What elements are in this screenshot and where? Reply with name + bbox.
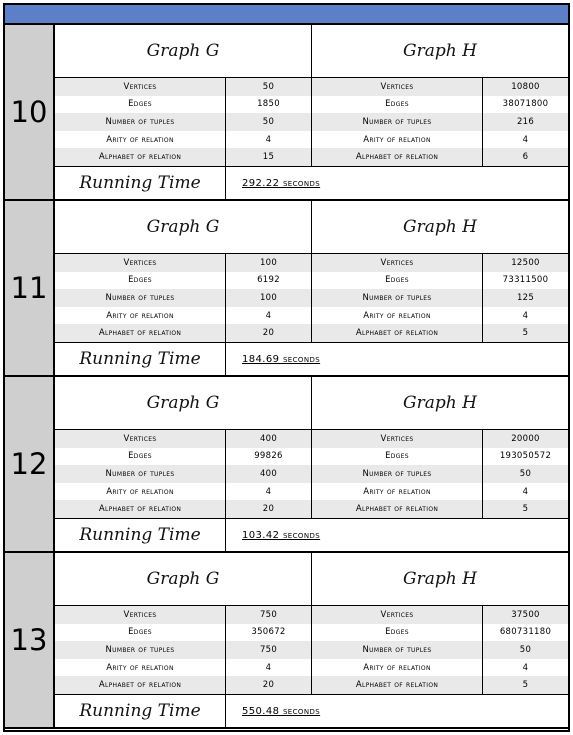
graph-h-property-value: 38071800 <box>502 99 549 110</box>
experiment-number: 11 <box>10 271 48 305</box>
graph-h-property-label: Alphabet of relation <box>355 680 439 691</box>
property-rows <box>55 78 568 166</box>
graph-h-property-label: Edges <box>385 275 409 286</box>
graph-h-property-label: Vertices <box>380 81 414 92</box>
graph-g-property-label: Edges <box>128 275 152 286</box>
graph-h-property-label: Arity of relation <box>363 310 431 321</box>
graph-h-property-value: 12500 <box>511 257 540 268</box>
divider <box>482 606 483 694</box>
running-time-row <box>55 166 568 199</box>
running-time-label: Running Time <box>79 525 201 545</box>
graph-h-property-value: 125 <box>516 292 535 303</box>
divider <box>311 606 312 694</box>
graph-titles <box>55 201 568 254</box>
graph-h-property-value: 680731180 <box>499 627 552 638</box>
graph-g-property-label: Number of tuples <box>105 116 175 127</box>
divider <box>311 254 312 342</box>
graph-g-property-label: Edges <box>128 627 152 638</box>
graph-h-property-label: Arity of relation <box>363 134 431 145</box>
graph-h-property-label: Number of tuples <box>362 644 432 655</box>
graph-g-property-label: Number of tuples <box>105 468 175 479</box>
experiment-block <box>5 553 568 729</box>
graph-h-title: Graph H <box>403 217 477 237</box>
graph-h-property-label: Alphabet of relation <box>355 152 439 163</box>
graph-h-property-label: Edges <box>385 627 409 638</box>
running-time-row <box>55 518 568 551</box>
graph-g-property-value: 4 <box>265 662 272 673</box>
graph-titles <box>55 377 568 430</box>
graph-h-property-value: 73311500 <box>502 275 549 286</box>
graph-h-title: Graph H <box>403 393 477 413</box>
graph-h-property-label: Vertices <box>380 257 414 268</box>
graph-g-property-label: Arity of relation <box>106 310 174 321</box>
running-time-row <box>55 342 568 375</box>
graph-g-property-label: Vertices <box>123 609 157 620</box>
graph-g-property-value: 20 <box>262 504 275 515</box>
experiment-number: 12 <box>10 447 48 481</box>
divider <box>482 430 483 518</box>
graph-h-property-value: 5 <box>522 328 529 339</box>
graph-g-property-value: 15 <box>262 152 275 163</box>
graph-g-property-label: Number of tuples <box>105 292 175 303</box>
graph-h-property-value: 4 <box>522 134 529 145</box>
results-table <box>3 3 570 732</box>
graph-g-property-value: 50 <box>262 116 275 127</box>
graph-h-property-value: 4 <box>522 662 529 673</box>
graph-h-property-value: 50 <box>519 644 532 655</box>
divider <box>482 254 483 342</box>
experiment-block <box>5 377 568 553</box>
graph-h-property-label: Edges <box>385 451 409 462</box>
graph-h-property-value: 10800 <box>511 81 540 92</box>
graph-g-property-value: 350672 <box>251 627 286 638</box>
graph-g-property-value: 400 <box>259 433 278 444</box>
graph-g-property-label: Vertices <box>123 257 157 268</box>
graph-g-property-label: Arity of relation <box>106 134 174 145</box>
divider <box>225 519 226 551</box>
graph-g-title: Graph G <box>146 393 220 413</box>
number-column <box>5 377 55 551</box>
graph-h-property-value: 216 <box>516 116 535 127</box>
graph-g-property-label: Alphabet of relation <box>98 680 182 691</box>
property-rows <box>55 254 568 342</box>
graph-g-property-value: 20 <box>262 328 275 339</box>
graph-g-property-label: Vertices <box>123 81 157 92</box>
graph-h-property-label: Number of tuples <box>362 292 432 303</box>
graph-h-property-value: 37500 <box>511 609 540 620</box>
running-time-label: Running Time <box>79 173 201 193</box>
number-column <box>5 25 55 199</box>
graph-g-property-value: 750 <box>259 609 278 620</box>
running-time-value: 184.69 seconds <box>242 353 321 365</box>
running-time-value: 292.22 seconds <box>242 177 321 189</box>
graph-h-property-value: 50 <box>519 468 532 479</box>
graph-h-property-value: 4 <box>522 486 529 497</box>
graph-titles <box>55 553 568 606</box>
graph-g-title: Graph G <box>146 569 220 589</box>
divider <box>311 78 312 166</box>
graph-g-title: Graph G <box>146 41 220 61</box>
graph-g-property-value: 50 <box>262 81 275 92</box>
graph-g-property-value: 99826 <box>254 451 283 462</box>
number-column <box>5 553 55 727</box>
divider <box>225 78 226 166</box>
graph-titles <box>55 25 568 78</box>
experiment-block <box>5 201 568 377</box>
graph-h-property-label: Number of tuples <box>362 468 432 479</box>
graph-g-property-label: Alphabet of relation <box>98 328 182 339</box>
graph-h-property-value: 5 <box>522 680 529 691</box>
running-time-label: Running Time <box>79 349 201 369</box>
graph-g-property-label: Alphabet of relation <box>98 152 182 163</box>
divider <box>225 430 226 518</box>
graph-g-property-label: Edges <box>128 451 152 462</box>
graph-h-property-label: Arity of relation <box>363 486 431 497</box>
divider <box>311 430 312 518</box>
graph-h-property-label: Alphabet of relation <box>355 504 439 515</box>
graph-h-property-label: Vertices <box>380 433 414 444</box>
graph-g-property-value: 20 <box>262 680 275 691</box>
graph-g-property-value: 400 <box>259 468 278 479</box>
graph-h-property-value: 20000 <box>511 433 540 444</box>
running-time-value: 103.42 seconds <box>242 529 321 541</box>
graph-h-property-label: Arity of relation <box>363 662 431 673</box>
running-time-label: Running Time <box>79 701 201 721</box>
property-rows <box>55 606 568 694</box>
divider <box>225 695 226 727</box>
graph-g-property-label: Alphabet of relation <box>98 504 182 515</box>
graph-g-title: Graph G <box>146 217 220 237</box>
block-separator <box>5 727 568 729</box>
graph-g-property-value: 750 <box>259 644 278 655</box>
divider <box>225 606 226 694</box>
running-time-row <box>55 694 568 727</box>
graph-g-property-value: 100 <box>259 292 278 303</box>
graph-h-property-value: 193050572 <box>499 451 552 462</box>
divider <box>225 167 226 199</box>
graph-h-title: Graph H <box>403 41 477 61</box>
graph-g-property-label: Number of tuples <box>105 644 175 655</box>
experiment-number: 13 <box>10 623 48 657</box>
graph-h-property-value: 4 <box>522 310 529 321</box>
divider <box>225 343 226 375</box>
graph-h-property-value: 6 <box>522 152 529 163</box>
graph-h-property-label: Alphabet of relation <box>355 328 439 339</box>
running-time-value: 550.48 seconds <box>242 705 321 717</box>
graph-h-property-label: Vertices <box>380 609 414 620</box>
divider <box>225 254 226 342</box>
number-column <box>5 201 55 375</box>
divider <box>482 78 483 166</box>
graph-h-title: Graph H <box>403 569 477 589</box>
graph-g-property-value: 6192 <box>257 275 280 286</box>
graph-g-property-value: 4 <box>265 486 272 497</box>
graph-h-property-value: 5 <box>522 504 529 515</box>
header-bar <box>5 5 568 25</box>
graph-g-property-label: Arity of relation <box>106 662 174 673</box>
graph-g-property-value: 4 <box>265 310 272 321</box>
experiment-block <box>5 25 568 201</box>
graph-g-property-value: 100 <box>259 257 278 268</box>
graph-g-property-label: Edges <box>128 99 152 110</box>
graph-g-property-value: 1850 <box>257 99 280 110</box>
graph-g-property-value: 4 <box>265 134 272 145</box>
graph-g-property-label: Arity of relation <box>106 486 174 497</box>
graph-h-property-label: Edges <box>385 99 409 110</box>
graph-g-property-label: Vertices <box>123 433 157 444</box>
experiment-number: 10 <box>10 95 48 129</box>
graph-h-property-label: Number of tuples <box>362 116 432 127</box>
property-rows <box>55 430 568 518</box>
